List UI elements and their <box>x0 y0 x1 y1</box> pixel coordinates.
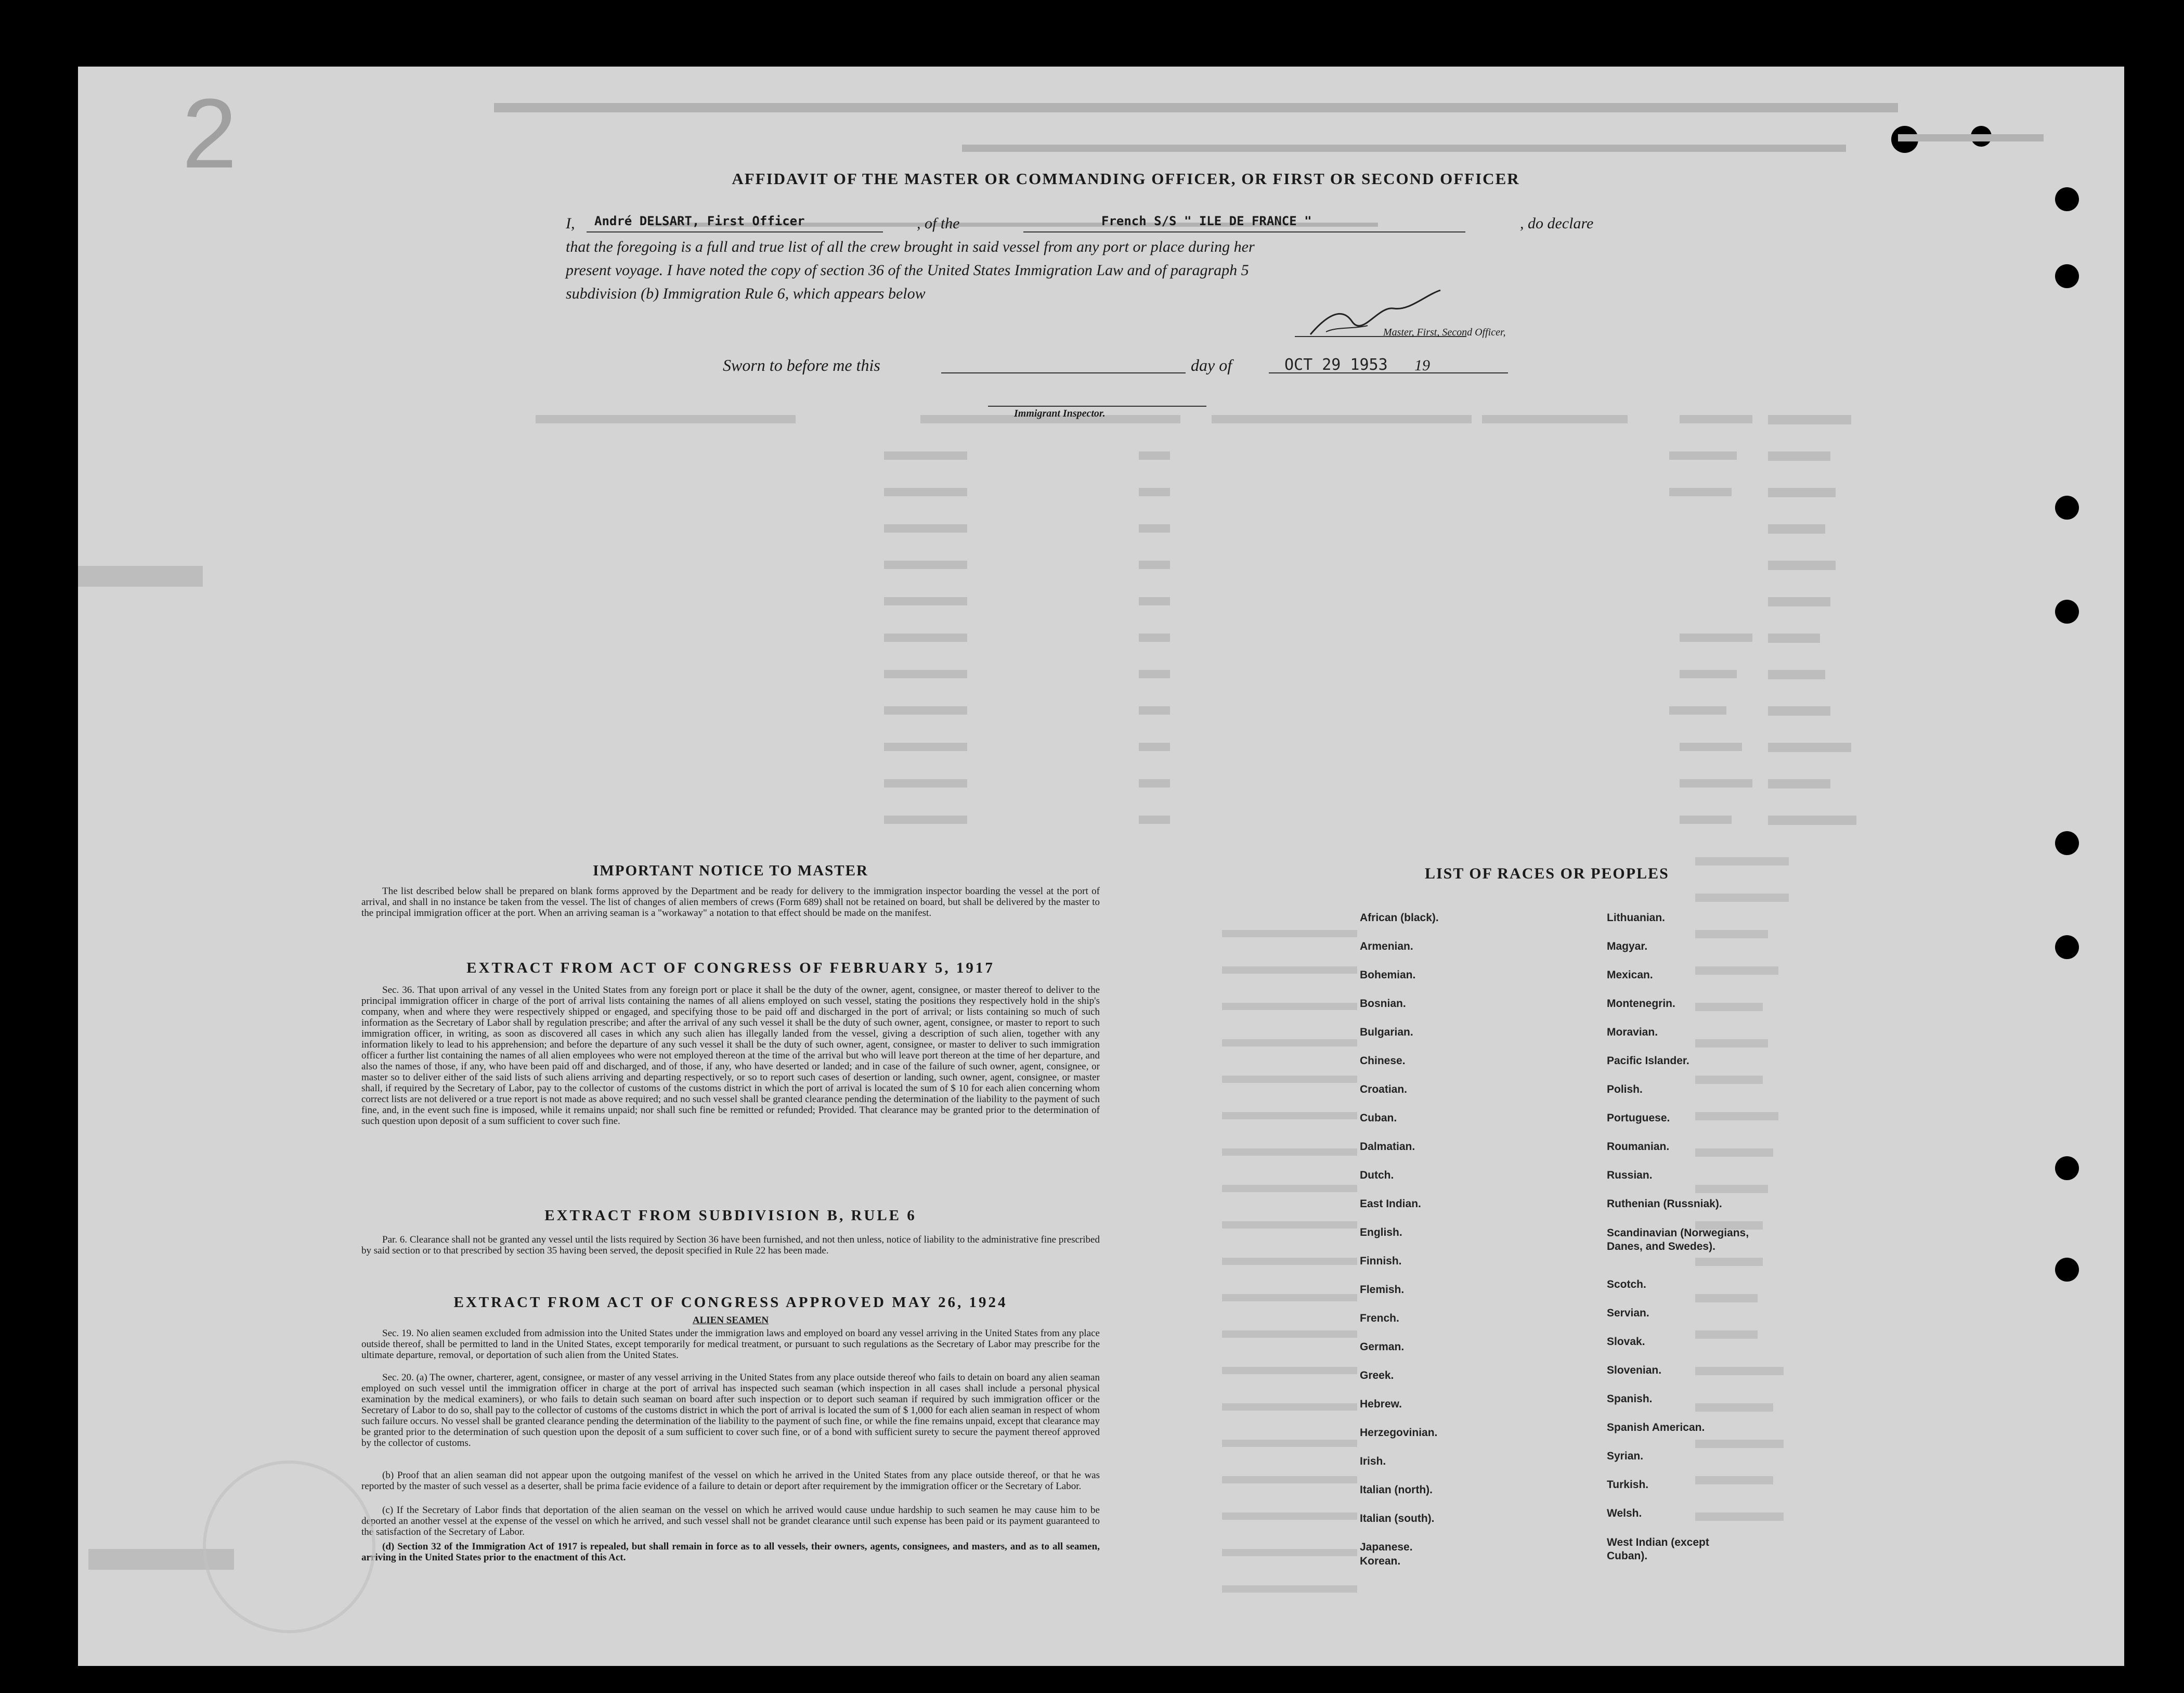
race-item: Herzegovinian. <box>1360 1427 1438 1439</box>
race-item: Lithuanian. <box>1607 912 1665 924</box>
manifest-page <box>78 67 2124 1666</box>
race-item: Armenian. <box>1360 940 1413 952</box>
day-of-label: day of <box>1191 356 1232 374</box>
sworn-year: 19 <box>1414 357 1430 374</box>
officer-rank-label: Master, First, Second Officer, <box>1383 327 1506 338</box>
race-item: Mexican. <box>1607 969 1653 981</box>
extract3-title: EXTRACT FROM ACT OF CONGRESS APPROVED MAY 26, 1924 <box>453 1294 1008 1311</box>
race-item: Pacific Islander. <box>1607 1055 1689 1067</box>
affidavit-line4: subdivision (b) Immigration Rule 6, which appears below <box>566 285 926 302</box>
sworn-date-rule <box>1269 372 1508 373</box>
race-item: Flemish. <box>1360 1284 1405 1296</box>
race-item: Roumanian. <box>1607 1141 1670 1153</box>
affidavit-declare: , do declare <box>1520 215 1594 232</box>
extract3-sec19: Sec. 19. No alien seamen excluded from admission into the United States under the immigration laws and employed on board any vessel arriving in the United States from any place outside thereof, shall be permitted to land in the United States, except temporarily for medical treatment, or pursuant to such regulations as the Secretary of Labor may prescribe for the ultimate departure, removal, or deportation of such alien from the United States. <box>361 1328 1100 1361</box>
race-item: West Indian (except Cuban). <box>1607 1536 1709 1562</box>
race-item: Polish. <box>1607 1083 1643 1095</box>
extract2-body: Par. 6. Clearance shall not be granted any vessel until the lists required by Section 36 have been furnished, and not then unless, notice of liability to the administrative fine prescribed by said section or to that prescribed by section 35 having been served, the deposit specified in Rule 22 has been made. <box>361 1234 1100 1256</box>
extract1-body: Sec. 36. That upon arrival of any vessel in the United States from any foreign port or place it shall be the duty of the owner, agent, consignee, or master thereof to deliver to the principal immigration officer in charge of the port of arrival lists containing the names of all aliens employed on such vessel, stating the positions they respectively hold in the ship's company, when and where they were respectively shipped or engaged, and specifying those to be paid off and discharged in the port of arrival; or lists containing so much of such information as the Secretary of Labor shall by regulation prescribe; and after the arrival of any such vessel it shall be the duty of such owner, agent, consignee, or master to report to such immigration officer, in writing, as soon as discovered all cases in which any such alien has illegally landed from the vessel, giving a description of such alien, together with any information likely to lead to his apprehension; and before the departure of any such vessel it shall be the duty of such owner, agent, consignee, or master to deliver to such immigration officer a further list containing the names of all alien employees who were not employed thereon at the time of the arrival but who will leave port thereon at the time of her departure, and also the names of those, if any, who have been paid off and discharged, and of those, if any, who have deserted or landed; and in case of the failure of such owner, agent, consignee, or master so to deliver either of the said lists of such aliens arriving and departing respectively, or so to report such cases of desertion or landing, such owner, agent, consignee, or master shall, if required by the Secretary of Labor, pay to the collector of customs of the customs district in which the port of arrival is located the sum of $ 10 for each alien concerning whom correct lists are not delivered or a true report is not made as above required; and no such vessel shall be granted clearance pending the determination of the liability to the payment of such fine, and, in the event such fine is imposed, while it remains unpaid; nor shall such fine be remitted or refunded; Provided. That clearance may be granted prior to the determination of such question upon deposit of a sum sufficient to cover such fine. <box>361 985 1100 1127</box>
race-item: Moravian. <box>1607 1026 1658 1038</box>
race-item: French. <box>1360 1312 1399 1324</box>
stamp-bleed-through <box>203 1461 375 1633</box>
race-item: Bulgarian. <box>1360 1026 1413 1038</box>
race-item: Slovak. <box>1607 1336 1645 1348</box>
inspector-label: Immigrant Inspector. <box>1014 408 1106 419</box>
race-item: African (black). <box>1360 912 1439 924</box>
sworn-day-rule <box>941 372 1186 373</box>
affidavit-line1 <box>566 215 1647 236</box>
race-item: Scotch. <box>1607 1278 1646 1290</box>
inspector-rule <box>988 406 1206 407</box>
race-item: Greek. <box>1360 1369 1394 1381</box>
affidavit-title: AFFIDAVIT OF THE MASTER OR COMMANDING OFFICER, OR FIRST OR SECOND OFFICER <box>732 170 1520 188</box>
affidavit-line3: present voyage. I have noted the copy of section 36 of the United States Immigration Law and of paragraph 5 <box>566 262 1249 279</box>
race-item: Ruthenian (Russniak). <box>1607 1198 1722 1210</box>
affidavit-i: I, <box>566 215 575 232</box>
race-item: Finnish. <box>1360 1255 1402 1267</box>
race-item: Bohemian. <box>1360 969 1416 981</box>
vessel-name: French S/S " ILE DE FRANCE " <box>1101 214 1312 228</box>
race-item: Croatian. <box>1360 1083 1408 1095</box>
extract3-sec20b: (b) Proof that an alien seaman did not appear upon the outgoing manifest of the vessel on which he arrived in the United States from any place outside thereof, or that he was reported by the master of such vessel as a deserter, shall be prima facie evidence of a failure to detain or deport after requirement by the immigration officer or the Secretary of Labor. <box>361 1470 1100 1492</box>
extract3-sec20a: Sec. 20. (a) The owner, charterer, agent, consignee, or master of any vessel arriving in the United States from any place outside thereof who fails to detain on board any alien seaman employed on such vessel until the immigration officer in charge at the port of arrival has inspected such seaman (which inspection in all cases shall include a personal physical examination by the medical examiners), or who fails to detain such seaman on board after such inspection or to deport such seaman if required by such immigration officer or the Secretary of Labor to do so, shall pay to the collector of customs of the customs district in which the port of arrival is located the sum of $ 1,000 for each alien seaman in respect of whom such failure occurs. No vessel shall be granted clearance pending the determination of the liability to the payment of such fine, or while the fine remains unpaid, except that clearance may be granted prior to the determination of such question upon the deposit of a sum sufficient to cover such fine, or of a bond with sufficient surety to secure the payment thereof approved by the collector of customs. <box>361 1372 1100 1449</box>
race-item: Italian (south). <box>1360 1513 1435 1524</box>
affidavit-line2: that the foregoing is a full and true list of all the crew brought in said vessel from any port or place during her <box>566 238 1255 255</box>
race-item: Servian. <box>1607 1307 1649 1319</box>
notice-title: IMPORTANT NOTICE TO MASTER <box>593 862 868 879</box>
races-title: LIST OF RACES OR PEOPLES <box>1425 865 1669 882</box>
race-item: Hebrew. <box>1360 1398 1402 1410</box>
race-item: Syrian. <box>1607 1450 1644 1462</box>
extract3-subtitle: ALIEN SEAMEN <box>692 1315 769 1326</box>
race-item: Dutch. <box>1360 1169 1394 1181</box>
race-item: Spanish American. <box>1607 1421 1705 1433</box>
affidavit-vessel-rule <box>1023 231 1465 232</box>
extract3-sec20c: (c) If the Secretary of Labor finds that deportation of the alien seaman on the vessel on which he arrived would cause undue hardship to such seamen he may cause him to be deported an another vessel at the expense of the vessel on which he arrived, and such vessel shall not be grandet clearance until such expense has been paid or its payment guaranteed to the satisfaction of the Secretary of Labor. <box>361 1505 1100 1537</box>
race-item: English. <box>1360 1226 1402 1238</box>
extract3-sec20d: (d) Section 32 of the Immigration Act of 1917 is repealed, but shall remain in force as to all vessels, their owners, agents, consignees, and masters, and as to all seamen, arriving in the United States prior to the enactment of this Act. <box>361 1541 1100 1563</box>
sworn-before: Sworn to before me this <box>723 356 880 374</box>
race-item: Korean. <box>1360 1555 1401 1567</box>
race-item: German. <box>1360 1341 1405 1353</box>
race-item: Spanish. <box>1607 1393 1653 1405</box>
race-item: Japanese. <box>1360 1541 1413 1553</box>
affidavit-line1-rule <box>587 231 883 232</box>
page-number: 2 <box>182 79 237 189</box>
sworn-date: OCT 29 1953 <box>1284 356 1388 374</box>
race-item: Turkish. <box>1607 1479 1649 1491</box>
race-item: Slovenian. <box>1607 1364 1662 1376</box>
extract1-title: EXTRACT FROM ACT OF CONGRESS OF FEBRUARY 5, 1917 <box>466 960 995 976</box>
race-item: Irish. <box>1360 1455 1386 1467</box>
race-item: East Indian. <box>1360 1198 1421 1210</box>
race-item: Cuban. <box>1360 1112 1397 1124</box>
race-item: Montenegrin. <box>1607 998 1675 1010</box>
extract2-title: EXTRACT FROM SUBDIVISION B, RULE 6 <box>544 1207 917 1224</box>
race-item: Magyar. <box>1607 940 1648 952</box>
race-item: Italian (north). <box>1360 1484 1433 1496</box>
notice-body: The list described below shall be prepared on blank forms approved by the Department and be ready for delivery to the immigration inspector boarding the vessel at the port of arrival, and shall in no instance be taken from the vessel. The list of changes of alien members of crews (Form 689) shall not be retained on board, but shall be delivered by the master to the principal immigration officer at the port. When an arriving seaman is a "workaway" a notation to that effect should be made on the manifest. <box>361 886 1100 919</box>
race-item: Chinese. <box>1360 1055 1406 1067</box>
race-item: Portuguese. <box>1607 1112 1670 1124</box>
race-item: Bosnian. <box>1360 998 1406 1010</box>
race-item: Scandinavian (Norwegians, Danes, and Swedes). <box>1607 1227 1749 1252</box>
race-item: Russian. <box>1607 1169 1653 1181</box>
race-item: Welsh. <box>1607 1507 1642 1519</box>
race-item: Dalmatian. <box>1360 1141 1415 1153</box>
affidavit-of-the: , of the <box>917 215 960 232</box>
officer-name: André DELSART, First Officer <box>594 214 805 228</box>
